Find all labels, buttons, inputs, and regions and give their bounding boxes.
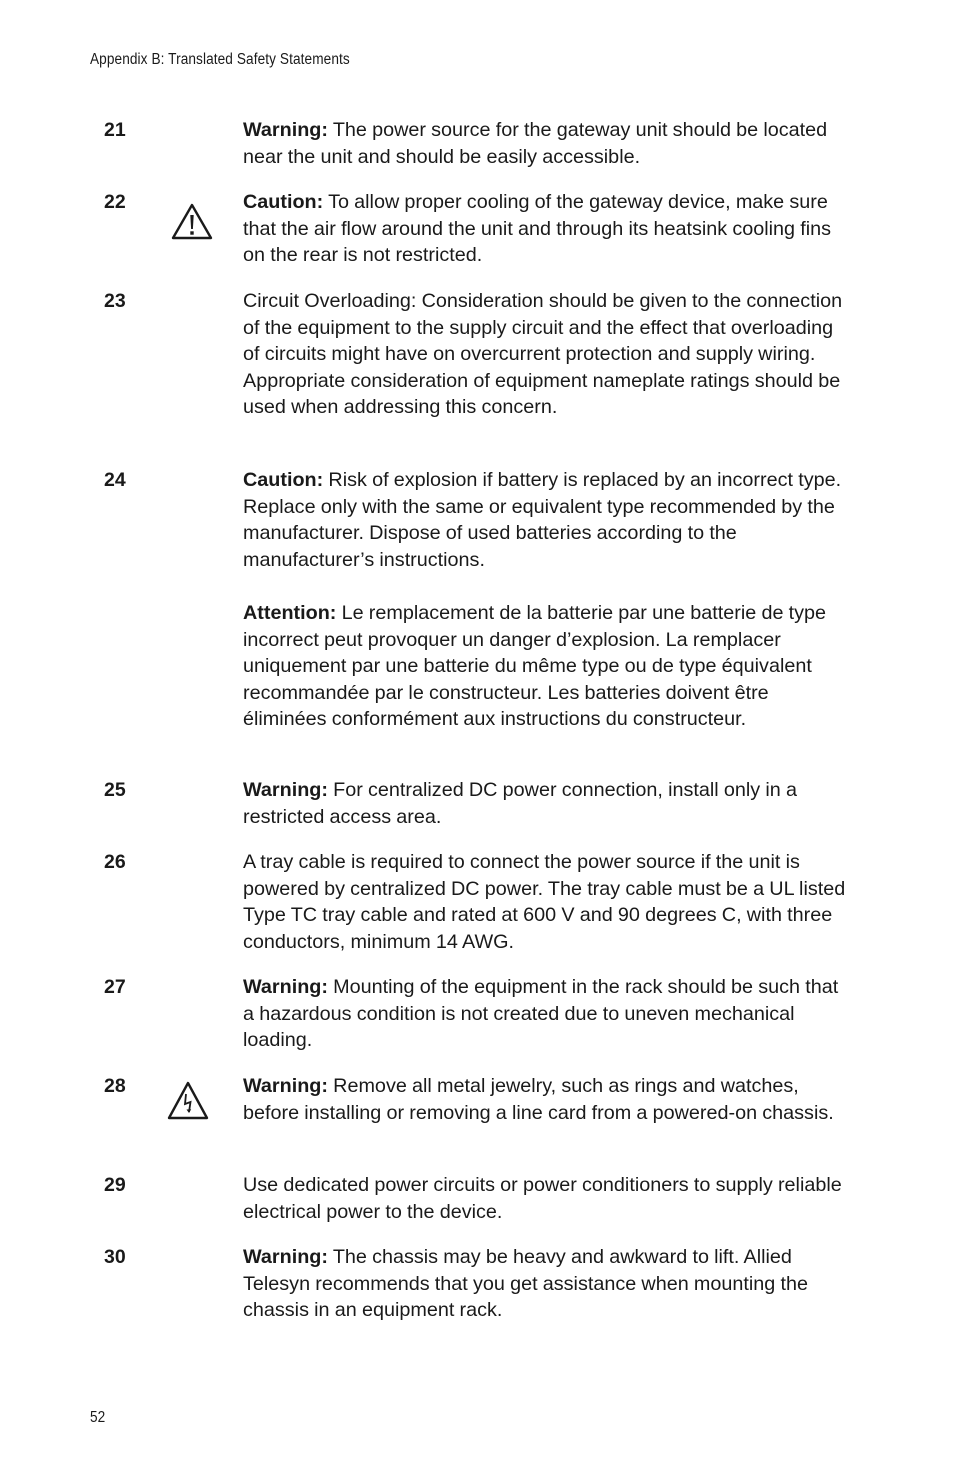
statement-body: A tray cable is required to connect the power source if the unit is powered by centralized DC power. The tray cable must be a UL listed Type TC tray cable and rated at 600 V and 90 degrees C, with three conductors, minimum 14 AWG. xyxy=(243,851,846,953)
running-header: Appendix B: Translated Safety Statements xyxy=(90,51,350,68)
statement-number: 26 xyxy=(104,851,126,873)
statement-number: 28 xyxy=(104,1075,126,1097)
statement-body: For centralized DC power connection, install only in a restricted access area. xyxy=(243,779,797,828)
statement-text xyxy=(243,974,853,1054)
statement-label: Caution: xyxy=(243,469,324,491)
statement-text xyxy=(243,467,853,733)
statement-text xyxy=(243,189,853,269)
statement-label: Warning: xyxy=(243,119,328,141)
statement-body: Use dedicated power circuits or power conditioners to supply reliable electrical power to the device. xyxy=(243,1174,842,1223)
statement-body: The chassis may be heavy and awkward to lift. Allied Telesyn recommends that you get assistance when mounting the chassis in an equipment rack. xyxy=(243,1246,808,1322)
statement-body: Risk of explosion if battery is replaced by an incorrect type. Replace only with the same or equivalent type recommended by the manufacturer. Dispose of used batteries according to the manufacturer’s instructions. xyxy=(243,469,842,571)
page-number: 52 xyxy=(90,1409,106,1426)
statement-label-french: Attention: xyxy=(243,601,337,624)
statement-number: 25 xyxy=(104,779,126,801)
statement-number: 23 xyxy=(104,290,126,312)
statement-number: 22 xyxy=(104,191,126,213)
statement-body-french: Le remplacement de la batterie par une batterie de type incorrect peut provoquer un danger d’explosion. La remplacer uniquement par une batterie du même type ou de type équivalent recommandée par le constructeur. Les batteries doivent être éliminées conformément aux instructions du constructeur. xyxy=(243,601,827,731)
statement-number: 24 xyxy=(104,469,126,491)
statement-text xyxy=(243,288,853,421)
statement-text xyxy=(243,1244,853,1324)
statement-number: 29 xyxy=(104,1174,126,1196)
statement-number: 30 xyxy=(104,1246,126,1268)
statement-label: Warning: xyxy=(243,1075,328,1097)
statement-body: Mounting of the equipment in the rack should be such that a hazardous condition is not created due to uneven mechanical loading. xyxy=(243,976,839,1052)
caution-triangle-icon xyxy=(170,201,214,243)
statement-body: To allow proper cooling of the gateway device, make sure that the air flow around the unit and through its heatsink cooling fins on the rear is not restricted. xyxy=(243,191,832,267)
statement-body: Remove all metal jewelry, such as rings and watches, before installing or removing a line card from a powered-on chassis. xyxy=(243,1075,834,1124)
statement-text xyxy=(243,117,853,170)
statement-label: Warning: xyxy=(243,976,328,998)
electrical-hazard-icon xyxy=(166,1079,210,1121)
statement-text xyxy=(243,849,853,955)
statement-text xyxy=(243,1172,853,1225)
statement-number: 21 xyxy=(104,119,126,141)
statement-body: The power source for the gateway unit should be located near the unit and should be easily accessible. xyxy=(243,119,828,168)
statement-label: Caution: xyxy=(243,191,324,213)
statement-text xyxy=(243,777,853,830)
statement-label: Warning: xyxy=(243,779,328,801)
statement-text xyxy=(243,1073,853,1126)
statement-number: 27 xyxy=(104,976,126,998)
statement-label: Warning: xyxy=(243,1246,328,1268)
statement-body: Circuit Overloading: Consideration should be given to the connection of the equipment to the supply circuit and the effect that overloading of circuits might have on overcurrent protection and supply wiring. Appropriate consideration of equipment nameplate ratings should be used when addressing this concern. xyxy=(243,290,843,419)
